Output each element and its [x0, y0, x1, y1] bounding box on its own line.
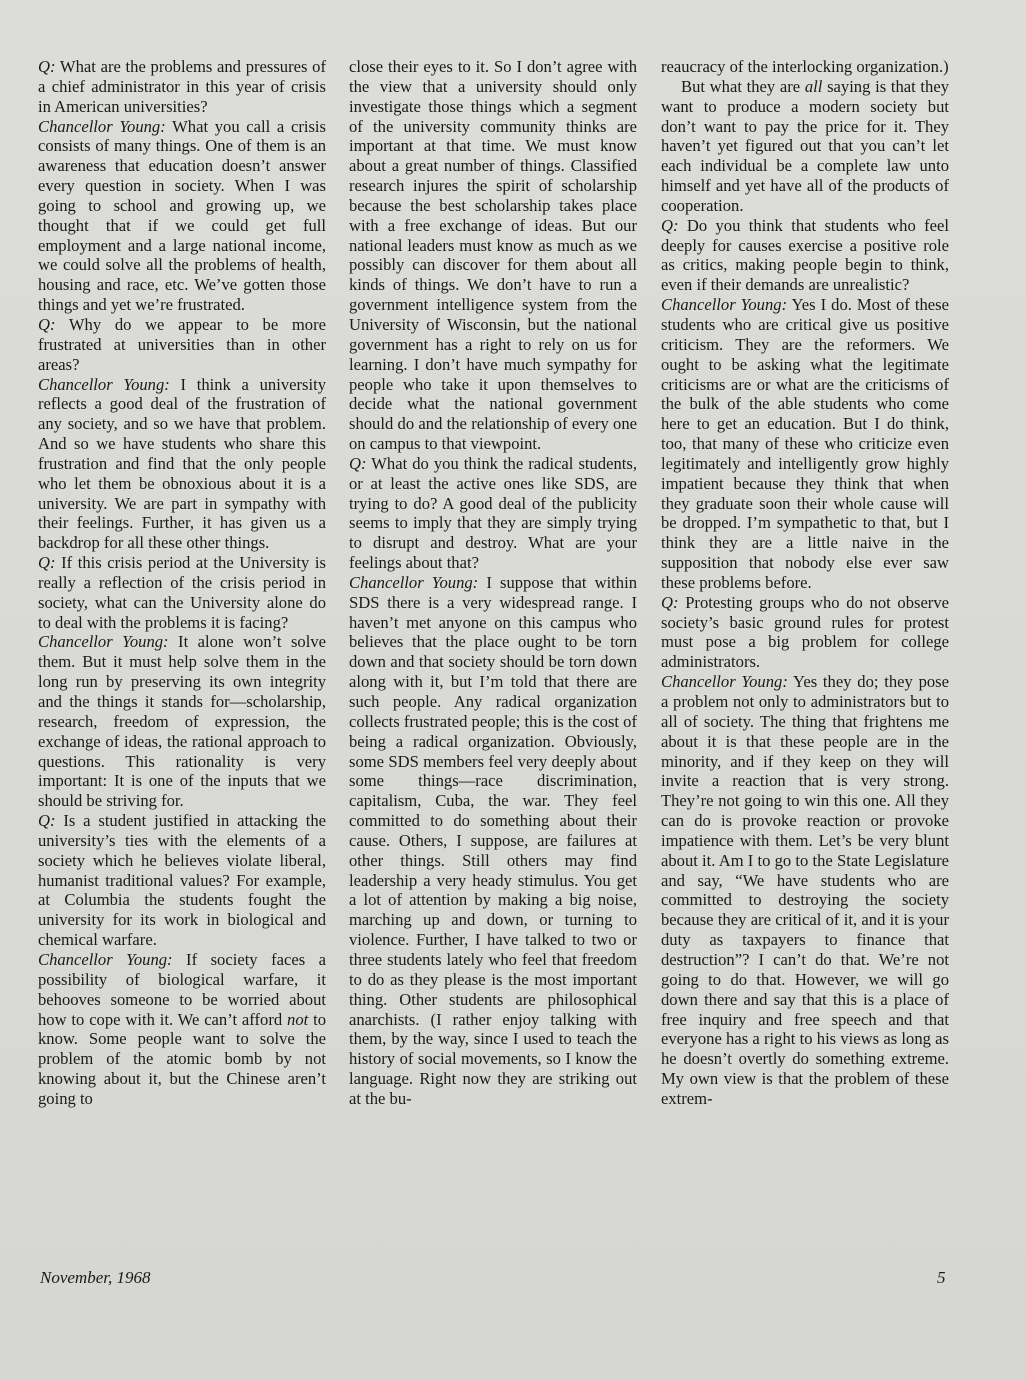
emphasis-text: all: [804, 76, 823, 96]
answer-paragraph: [38, 117, 326, 315]
question-paragraph: [661, 593, 949, 672]
answer-paragraph: [38, 632, 326, 811]
answer-text: Yes I do. Most of these students who are critical give us positive criticism. They are the reformers. We ought to be asking what the legitimate criticisms are or what are the criticisms of the bulk of the able students who come here to get an education. But I do think, too, that many of these who criticize even legitimately and intelligently grow highly impatient because they think that when they graduate soon their whole cause will be dropped. I’m sympathetic to that, but I think they are a little naive in the supposition that nobody else ever saw these problems before.: [661, 295, 949, 592]
speaker-label: Chancellor Young:: [661, 672, 788, 692]
text-column-3: [661, 57, 949, 1109]
question-paragraph: [38, 57, 326, 117]
answer-text: Yes they do; they pose a problem not only to administrators but to all of society. The thing that frightens me about it is that these people are in the minority, and if they keep on they will invite a reaction that is very strong. They’re not going to win this one. All they can do is provoke reaction or provoke impatience with them. Let’s be very blunt about it. Am I to go to the State Legislature and say, “We have students who are committed to destroying the society because they are critical of it, and it is your duty as taxpayers to finance that destruction”? I can’t do that. We’re not going to do that. However, we will go down there and say that this is a place of free inquiry and free speech and that everyone has a right to his views as long as he doesn’t overtly do something extreme. My own view is that the problem of these extrem-: [661, 672, 950, 1108]
answer-paragraph: [661, 295, 949, 593]
answer-paragraph: [38, 375, 326, 554]
answer-text: I think a university reflects a good deal of the frustration of any society, and so we have that problem. And so we have students who share this frustration and find that the only people who let them be obnoxious about it is a university. We are part in sympathy with their feelings. Further, it has given us a backdrop for all these other things.: [38, 374, 326, 553]
question-text: Protesting groups who do not observe society’s basic ground rules for protest must pose a big problem for college administrators.: [661, 592, 949, 672]
indented-paragraph: [661, 77, 949, 216]
paragraph-text-continued: saying is that they want to produce a modern society but don’t want to pay the price for it. They haven’t yet figured out that you can’t let each individual be a complete law unto himself and yet have all of the products of cooperation.: [661, 76, 949, 215]
speaker-label: Chancellor Young:: [38, 374, 170, 394]
question-text: If this crisis period at the University is really a reflection of the crisis period in society, what can the University alone do to deal with the problems it is facing?: [38, 553, 326, 632]
emphasis-text: not: [287, 1009, 309, 1029]
question-paragraph: [38, 315, 326, 375]
question-label: Q:: [38, 811, 56, 831]
question-label: Q:: [38, 314, 56, 334]
continued-paragraph: reaucracy of the interlocking organization.): [661, 57, 949, 76]
question-text: Is a student justified in attacking the university’s ties with the elements of a society which he believes violate liberal, humanist traditional values? For example, at Columbia the students fought the university for its work in biological and chemical warfare.: [38, 811, 326, 950]
question-label: Q:: [661, 215, 679, 235]
answer-text-continued: to know. Some people want to solve the problem of the atomic bomb by not knowing about it, but the Chinese aren’t going to: [38, 1009, 326, 1108]
question-label: Q:: [38, 57, 56, 76]
question-paragraph: [38, 553, 326, 632]
text-column-1: [38, 57, 326, 1109]
answer-text: If society faces a possibility of biological warfare, it behooves someone to be worried about how to cope with it. We can’t afford: [38, 949, 327, 1029]
question-text: Why do we appear to be more frustrated at universities than in other areas?: [38, 314, 326, 374]
answer-text: I suppose that within SDS there is a very widespread range. I haven’t met anyone on this campus who believes that the place ought to be torn down and that society should be torn down along with it, but I’m told that there are such people. Any radical organization collects frustrated people; this is the cost of being a radical organization. Obviously, some SDS members feel very deeply about some things—race discrimination, capitalism, Cuba, the war. They feel committed to do something about their cause. Others, I suppose, are failures at other things. Still others may find leadership a very heady stimulus. You get a lot of attention by making a big noise, marching up and down, or turning to violence. Further, I have talked to two or three students lately who feel that freedom to do as they please is the most important thing. Other students are philosophical anarchists. (I rather enjoy talking with them, by the way, since I used to teach the history of social movements, so I know the language. Right now they are striking out at the bu-: [349, 572, 638, 1108]
speaker-label: Chancellor Young:: [38, 949, 173, 969]
speaker-label: Chancellor Young:: [38, 116, 166, 136]
question-label: Q:: [661, 592, 679, 612]
question-label: Q:: [349, 453, 367, 473]
footer-date: November, 1968: [40, 1268, 151, 1287]
question-text: What do you think the radical students, or at least the active ones like SDS, are trying to do? A good deal of the publicity seems to imply that they are simply trying to disrupt and destroy. What are your feelings about that?: [349, 453, 637, 573]
continued-paragraph: close their eyes to it. So I don’t agree with the view that a university should only investigate those things which a segment of the university community thinks are important at that time. We must know about a great number of things. Classified research injures the spirit of scholarship because the best scholarship takes place with a free exchange of ideas. But our national leaders must know as much as we possibly can discover for them about all kinds of things. We don’t have to run a government intelligence system from the University of Wisconsin, but the national government has a right to rely on us for learning. I don’t have much sympathy for people who take it upon themselves to decide what the national government should do and the relationship of every one on campus to that viewpoint.: [349, 57, 637, 454]
speaker-label: Chancellor Young:: [38, 632, 169, 652]
question-label: Q:: [38, 553, 56, 573]
speaker-label: Chancellor Young:: [349, 572, 479, 592]
answer-paragraph: [661, 672, 949, 1109]
answer-paragraph: [38, 950, 326, 1109]
answer-text: It alone won’t solve them. But it must help solve them in the long run by preserving its own integrity and the things it stands for—scholarship, research, freedom of expression, the exchange of ideas, the rational approach to questions. This rationality is very important: It is one of the inputs that we should be striving for.: [38, 632, 326, 811]
question-text: What are the problems and pressures of a chief administrator in this year of crisis in American universities?: [38, 57, 326, 116]
paragraph-text: But what they are: [681, 76, 805, 96]
answer-paragraph: [349, 573, 637, 1109]
question-paragraph: [38, 811, 326, 950]
speaker-label: Chancellor Young:: [661, 295, 788, 315]
question-paragraph: [661, 216, 949, 295]
question-paragraph: [349, 454, 637, 573]
page-number: 5: [937, 1268, 946, 1287]
text-column-2: [349, 57, 637, 1109]
question-text: Do you think that students who feel deeply for causes exercise a positive role as critics, making people begin to think, even if their demands are unrealistic?: [661, 215, 949, 295]
answer-text: What you call a crisis consists of many things. One of them is an awareness that education doesn’t answer every question in society. When I was going to school and growing up, we thought that if we could get full employment and a large national income, we could solve all the problems of health, housing and race, etc. We’ve gotten those things and yet we’re frustrated.: [38, 116, 326, 315]
